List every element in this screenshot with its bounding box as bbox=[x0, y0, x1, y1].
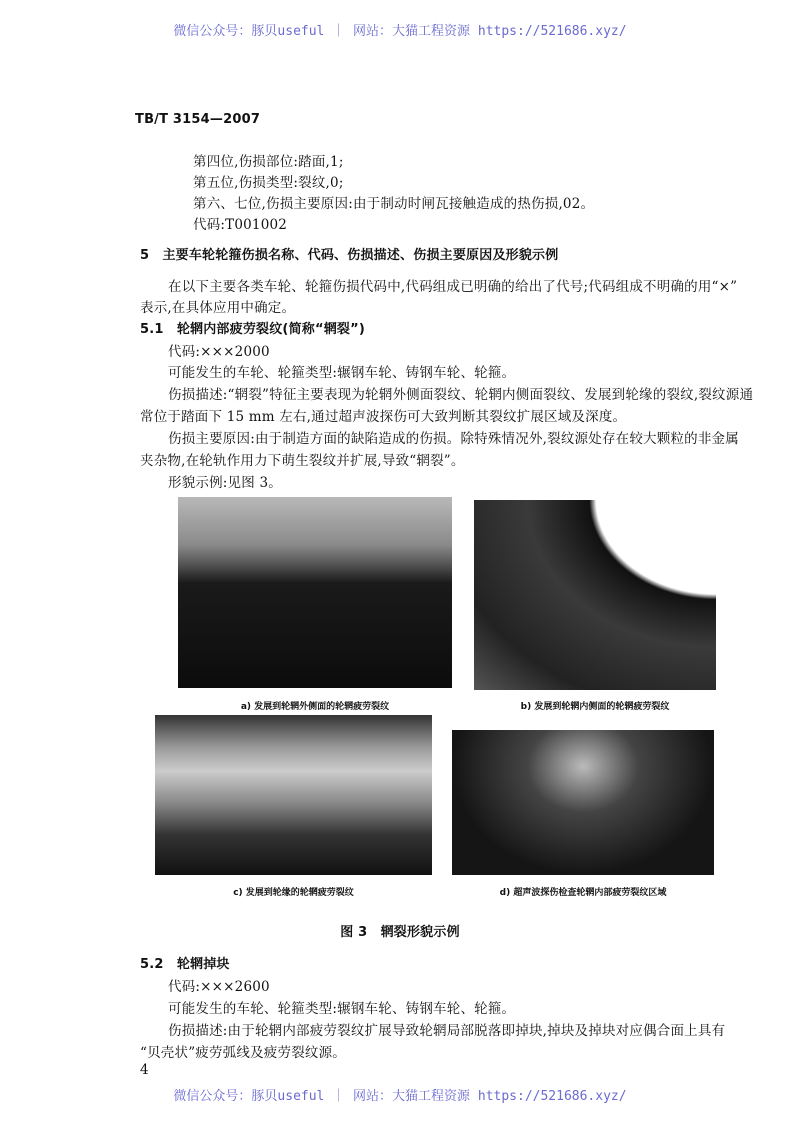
watermark-top: 微信公众号：豚贝useful ｜ 网站：大猫工程资源 https://521686.xyz/ bbox=[173, 24, 627, 39]
caption-d: d) 超声波探伤检查轮辋内部疲劳裂纹区域 bbox=[499, 888, 667, 898]
section-5-1-heading: 5.1 轮辋内部疲劳裂纹(简称“辋裂”) bbox=[140, 322, 366, 337]
section-5-heading: 5 主要车轮轮箍伤损名称、代码、伤损描述、伤损主要原因及形貌示例 bbox=[140, 248, 559, 263]
text-line: “贝壳状”疲劳弧线及疲劳裂纹源。 bbox=[140, 1045, 347, 1061]
section-5-2-heading: 5.2 轮辋掉块 bbox=[140, 957, 230, 972]
doc-id: TB/T 3154—2007 bbox=[135, 112, 261, 127]
text-line: 常位于踏面下 15 mm 左右,通过超声波探伤可大致判断其裂纹扩展区域及深度。 bbox=[140, 409, 627, 425]
page-number: 4 bbox=[140, 1062, 149, 1078]
figure-title: 图 3 辋裂形貌示例 bbox=[340, 925, 460, 940]
text-line: 伤损描述:由于轮辋内部疲劳裂纹扩展导致轮辋局部脱落即掉块,掉块及掉块对应偶合面上具有 bbox=[168, 1023, 726, 1039]
caption-c: c) 发展到轮缘的轮辋疲劳裂纹 bbox=[233, 888, 354, 898]
text-line: 伤损主要原因:由于制造方面的缺陷造成的伤损。除特殊情况外,裂纹源处存在较大颗粒的非金属 bbox=[168, 431, 739, 447]
paragraph: 在以下主要各类车轮、轮箍伤损代码中,代码组成已明确的给出了代号;代码组成不明确的用“×” bbox=[168, 279, 738, 295]
caption-a: a) 发展到轮辋外侧面的轮辋疲劳裂纹 bbox=[240, 702, 390, 712]
photo-d bbox=[452, 730, 714, 875]
photo-c bbox=[155, 715, 432, 875]
text-line: 代码:×××2600 bbox=[168, 979, 270, 995]
caption-b: b) 发展到轮辋内侧面的轮辋疲劳裂纹 bbox=[520, 702, 670, 712]
text-line: 第六、七位,伤损主要原因:由于制动时闸瓦接触造成的热伤损,02。 bbox=[193, 196, 595, 212]
photo-a bbox=[178, 497, 452, 688]
text-line: 第四位,伤损部位:踏面,1; bbox=[193, 154, 344, 170]
text-line: 代码:×××2000 bbox=[168, 344, 270, 360]
text-line: 第五位,伤损类型:裂纹,0; bbox=[193, 175, 344, 191]
photo-b bbox=[474, 500, 716, 690]
paragraph: 表示,在具体应用中确定。 bbox=[140, 300, 296, 316]
text-line: 可能发生的车轮、轮箍类型:辗钢车轮、铸钢车轮、轮箍。 bbox=[168, 365, 516, 381]
text-line: 可能发生的车轮、轮箍类型:辗钢车轮、铸钢车轮、轮箍。 bbox=[168, 1001, 516, 1017]
text-line: 代码:T001002 bbox=[193, 217, 288, 233]
text-line: 夹杂物,在轮轨作用力下萌生裂纹并扩展,导致“辋裂”。 bbox=[140, 453, 465, 469]
text-line: 形貌示例:见图 3。 bbox=[168, 475, 282, 491]
watermark-bottom: 微信公众号：豚贝useful ｜ 网站：大猫工程资源 https://521686.xyz/ bbox=[173, 1089, 627, 1104]
text-line: 伤损描述:“辋裂”特征主要表现为轮辋外侧面裂纹、轮辋内侧面裂纹、发展到轮缘的裂纹,裂纹源通 bbox=[168, 387, 754, 403]
